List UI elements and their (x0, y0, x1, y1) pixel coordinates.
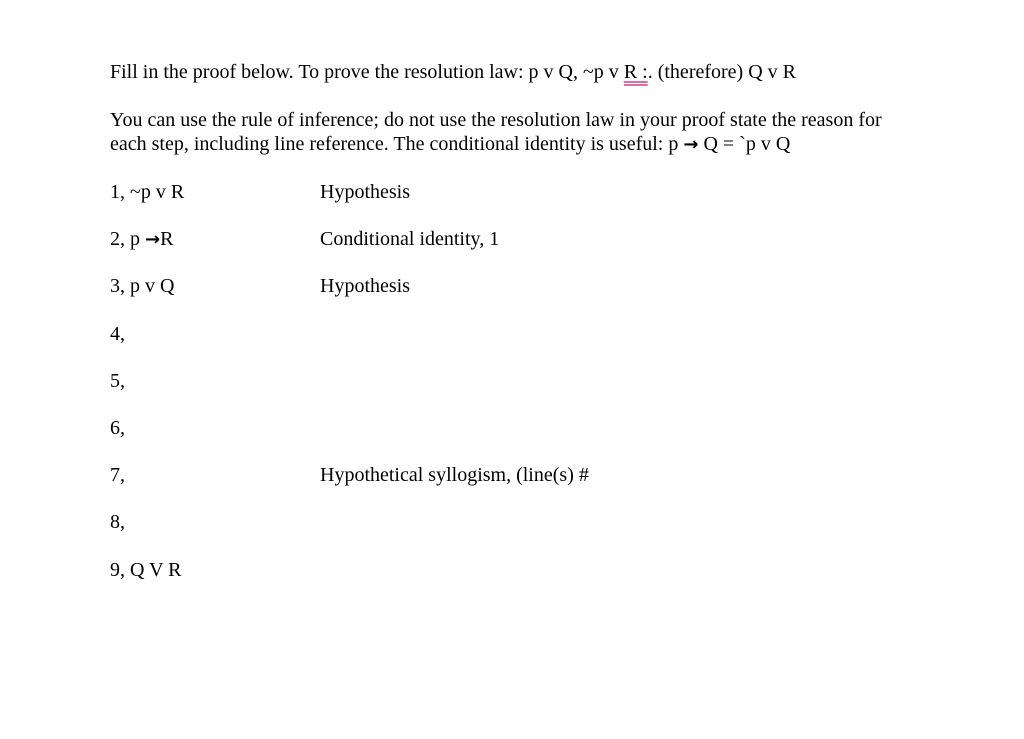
proof-step-text: 4, (110, 323, 125, 345)
proof-step-label (110, 180, 184, 204)
proof-step-label (110, 227, 173, 252)
proof-step-label (110, 463, 125, 487)
proof-step-reason: Hypothesis (320, 275, 410, 297)
instruction-line-3-suffix: Q = `p v Q (698, 133, 791, 155)
instruction-line-3 (110, 132, 790, 157)
proof-step-text: R (160, 228, 174, 250)
proof-step-text: 9, Q V R (110, 559, 182, 581)
proof-step-label (110, 510, 125, 534)
proof-step-text: 8, (110, 511, 125, 533)
proof-step-label (110, 274, 174, 298)
proof-step-label (110, 416, 125, 440)
instruction-line-1 (110, 60, 796, 84)
proof-step-text: 7, (110, 464, 125, 486)
instruction-line-1-prefix: Fill in the proof below. To prove the resolution law: p v Q, ~p v (110, 61, 624, 83)
proof-step-reason: Hypothetical syllogism, (line(s) # (320, 464, 589, 486)
proof-step-text: 1, ~p v R (110, 181, 185, 203)
implies-arrow-icon: → (145, 229, 161, 250)
instruction-line-3-prefix: each step, including line reference. The conditional identity is useful: p (110, 133, 684, 155)
instruction-line-1-suffix: . (therefore) Q v R (647, 61, 796, 83)
proof-step-reason: Conditional identity, 1 (320, 228, 500, 250)
instruction-line-2: You can use the rule of inference; do not use the resolution law in your proof state the reason for (110, 109, 882, 131)
proof-step-label (110, 558, 182, 582)
proof-step-label (110, 369, 125, 393)
implies-arrow-icon: → (683, 134, 699, 155)
spellcheck-underlined-text: R : (623, 61, 648, 83)
proof-step-reason: Hypothesis (320, 181, 410, 203)
proof-step-label (110, 322, 125, 346)
proof-step-text: 6, (110, 417, 125, 439)
proof-step-text: 5, (110, 370, 125, 392)
proof-step-text: 3, p v Q (110, 275, 175, 297)
proof-step-text: 2, p (110, 228, 145, 250)
